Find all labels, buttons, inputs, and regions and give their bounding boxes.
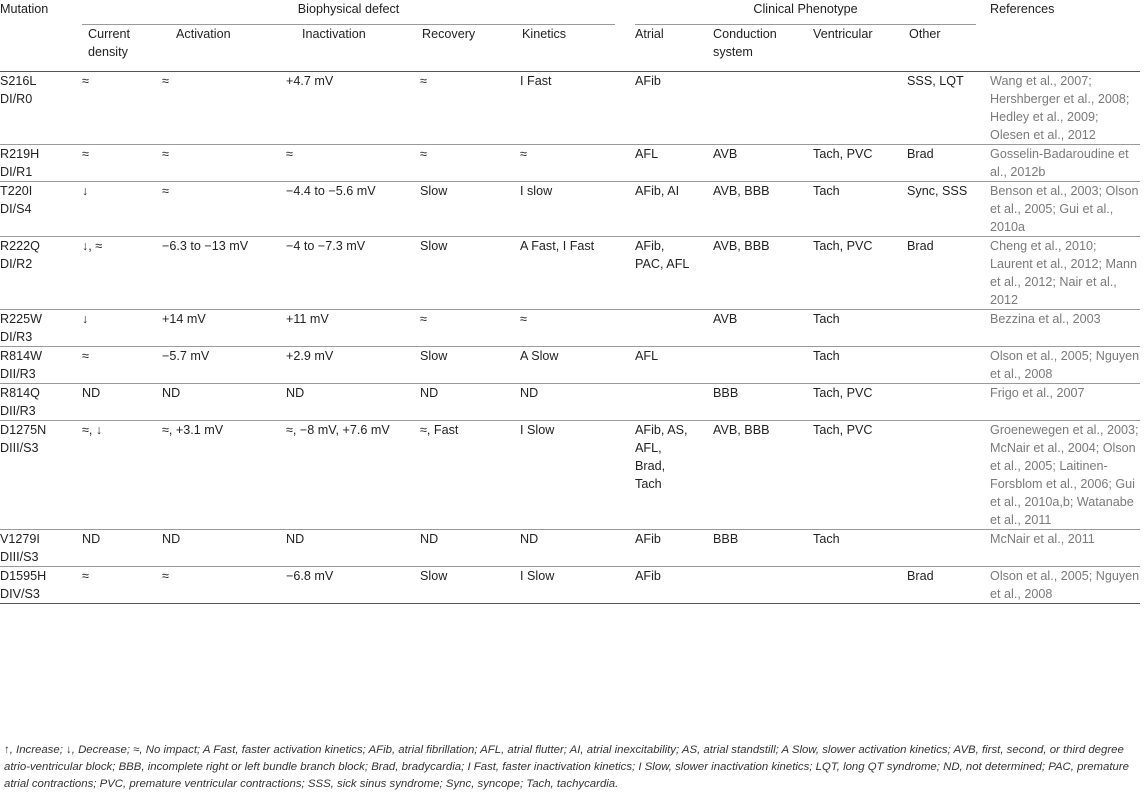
header-biophysical-group: Biophysical defect: [82, 0, 615, 25]
cell-inactivation: −6.8 mV: [286, 567, 420, 604]
table-row: [0, 72, 1140, 145]
mutation-location: DIII/S3: [0, 550, 39, 564]
cell-other: [907, 421, 976, 530]
cell-current-density: ≈: [82, 145, 162, 182]
cell-references: McNair et al., 2011: [976, 530, 1140, 567]
table-row: [0, 182, 1140, 237]
cell-conduction: AVB, BBB: [713, 182, 813, 237]
cell-activation: ≈: [162, 567, 286, 604]
cell-ventricular: Tach: [813, 530, 907, 567]
cell-other: SSS, LQT: [907, 72, 976, 145]
cell-current-density: ≈: [82, 347, 162, 384]
cell-gap: [615, 182, 635, 237]
table-body: [0, 72, 1140, 604]
cell-conduction: AVB: [713, 310, 813, 347]
cell-conduction: AVB: [713, 145, 813, 182]
mutation-name: D1595H: [0, 569, 47, 583]
cell-activation: −6.3 to −13 mV: [162, 237, 286, 310]
cell-kinetics: A Fast, I Fast: [520, 237, 615, 310]
cell-other: Brad: [907, 145, 976, 182]
header-conduction-system: Conduction system: [713, 25, 813, 72]
cell-gap: [615, 72, 635, 145]
cell-current-density: ↓: [82, 310, 162, 347]
cell-activation: ≈: [162, 182, 286, 237]
cell-kinetics: ≈: [520, 145, 615, 182]
header-kinetics: Kinetics: [520, 25, 615, 72]
mutation-name: R225W: [0, 312, 42, 326]
cell-ventricular: Tach, PVC: [813, 421, 907, 530]
cell-atrial: AFib: [635, 72, 713, 145]
cell-other: [907, 384, 976, 421]
cell-mutation: [0, 237, 82, 310]
cell-inactivation: −4 to −7.3 mV: [286, 237, 420, 310]
table-row: [0, 567, 1140, 604]
cell-inactivation: +2.9 mV: [286, 347, 420, 384]
cell-activation: ≈: [162, 72, 286, 145]
cell-mutation: [0, 421, 82, 530]
table-row: [0, 237, 1140, 310]
cell-other: [907, 310, 976, 347]
cell-kinetics: I slow: [520, 182, 615, 237]
cell-references: Olson et al., 2005; Nguyen et al., 2008: [976, 567, 1140, 604]
cell-gap: [615, 237, 635, 310]
mutation-name: S216L: [0, 74, 37, 88]
mutation-location: DII/R3: [0, 404, 36, 418]
mutation-location: DI/R1: [0, 165, 33, 179]
mutation-name: R814W: [0, 349, 42, 363]
cell-recovery: ND: [420, 530, 520, 567]
cell-conduction: [713, 72, 813, 145]
header-current-density: Current density: [82, 25, 162, 72]
cell-kinetics: I Fast: [520, 72, 615, 145]
cell-references: Groenewegen et al., 2003; McNair et al., 2004; Olson et al., 2005; Laitinen-Forsblom et al., 2006; Gui et al., 2010a,b; Watanabe et al., 2011: [976, 421, 1140, 530]
cell-atrial: AFL: [635, 347, 713, 384]
header-other: Other: [907, 25, 976, 72]
cell-atrial: AFL: [635, 145, 713, 182]
cell-ventricular: Tach: [813, 310, 907, 347]
cell-ventricular: Tach, PVC: [813, 145, 907, 182]
cell-kinetics: ≈: [520, 310, 615, 347]
cell-inactivation: −4.4 to −5.6 mV: [286, 182, 420, 237]
cell-other: Brad: [907, 567, 976, 604]
table-row: [0, 145, 1140, 182]
cell-gap: [615, 530, 635, 567]
cell-recovery: Slow: [420, 567, 520, 604]
table-row: [0, 347, 1140, 384]
cell-atrial: AFib: [635, 530, 713, 567]
cell-mutation: [0, 145, 82, 182]
header-ventricular: Ventricular: [813, 25, 907, 72]
cell-conduction: AVB, BBB: [713, 421, 813, 530]
cell-recovery: ND: [420, 384, 520, 421]
cell-conduction: AVB, BBB: [713, 237, 813, 310]
cell-mutation: [0, 72, 82, 145]
mutation-location: DI/R0: [0, 92, 33, 106]
cell-current-density: ≈: [82, 567, 162, 604]
header-inactivation: Inactivation: [286, 25, 420, 72]
mutation-name: R219H: [0, 147, 40, 161]
mutation-location: DIII/S3: [0, 441, 39, 455]
mutation-location: DII/R3: [0, 367, 36, 381]
header-mutation-label: Mutation: [0, 2, 49, 16]
cell-recovery: Slow: [420, 237, 520, 310]
cell-gap: [615, 384, 635, 421]
cell-ventricular: Tach: [813, 347, 907, 384]
cell-activation: ≈, +3.1 mV: [162, 421, 286, 530]
cell-inactivation: +4.7 mV: [286, 72, 420, 145]
cell-atrial: [635, 384, 713, 421]
cell-inactivation: ND: [286, 530, 420, 567]
cell-kinetics: A Slow: [520, 347, 615, 384]
header-recovery: Recovery: [420, 25, 520, 72]
cell-recovery: ≈: [420, 145, 520, 182]
cell-mutation: [0, 530, 82, 567]
cell-mutation: [0, 310, 82, 347]
table-row: [0, 310, 1140, 347]
cell-references: Gosselin-Badaroudine et al., 2012b: [976, 145, 1140, 182]
cell-references: Olson et al., 2005; Nguyen et al., 2008: [976, 347, 1140, 384]
cell-activation: ≈: [162, 145, 286, 182]
header-clinical-group: Clinical Phenotype: [635, 0, 976, 25]
cell-references: Wang et al., 2007; Hershberger et al., 2008; Hedley et al., 2009; Olesen et al., 2012: [976, 72, 1140, 145]
cell-other: [907, 347, 976, 384]
cell-atrial: AFib: [635, 567, 713, 604]
cell-recovery: Slow: [420, 347, 520, 384]
cell-ventricular: Tach: [813, 182, 907, 237]
cell-atrial: [635, 310, 713, 347]
mutation-location: DI/S4: [0, 202, 32, 216]
table-row: [0, 530, 1140, 567]
cell-ventricular: [813, 72, 907, 145]
cell-atrial: AFib, PAC, AFL: [635, 237, 713, 310]
cell-current-density: ND: [82, 530, 162, 567]
cell-inactivation: +11 mV: [286, 310, 420, 347]
cell-atrial: AFib, AI: [635, 182, 713, 237]
cell-mutation: [0, 182, 82, 237]
mutation-name: D1275N: [0, 423, 47, 437]
cell-activation: ND: [162, 530, 286, 567]
cell-gap: [615, 145, 635, 182]
cell-mutation: [0, 384, 82, 421]
cell-recovery: ≈: [420, 72, 520, 145]
cell-other: [907, 530, 976, 567]
header-atrial: Atrial: [635, 25, 713, 72]
cell-ventricular: [813, 567, 907, 604]
cell-kinetics: I Slow: [520, 421, 615, 530]
cell-references: Cheng et al., 2010; Laurent et al., 2012; Mann et al., 2012; Nair et al., 2012: [976, 237, 1140, 310]
cell-current-density: ≈: [82, 72, 162, 145]
mutation-location: DIV/S3: [0, 587, 40, 601]
cell-atrial: AFib, AS, AFL, Brad, Tach: [635, 421, 713, 530]
cell-references: Bezzina et al., 2003: [976, 310, 1140, 347]
cell-ventricular: Tach, PVC: [813, 237, 907, 310]
cell-current-density: ↓: [82, 182, 162, 237]
table-row: [0, 421, 1140, 530]
header-activation: Activation: [162, 25, 286, 72]
cell-inactivation: ≈, −8 mV, +7.6 mV: [286, 421, 420, 530]
mutation-name: T220I: [0, 184, 33, 198]
cell-recovery: ≈: [420, 310, 520, 347]
mutation-name: V1279I: [0, 532, 40, 546]
cell-inactivation: ND: [286, 384, 420, 421]
cell-other: Sync, SSS: [907, 182, 976, 237]
cell-activation: +14 mV: [162, 310, 286, 347]
cell-mutation: [0, 347, 82, 384]
cell-mutation: [0, 567, 82, 604]
cell-conduction: [713, 347, 813, 384]
cell-inactivation: ≈: [286, 145, 420, 182]
cell-ventricular: Tach, PVC: [813, 384, 907, 421]
mutation-name: R222Q: [0, 239, 40, 253]
header-references-label: References: [990, 2, 1055, 16]
cell-gap: [615, 347, 635, 384]
mutation-name: R814Q: [0, 386, 40, 400]
cell-references: Frigo et al., 2007: [976, 384, 1140, 421]
cell-current-density: ↓, ≈: [82, 237, 162, 310]
cell-references: Benson et al., 2003; Olson et al., 2005; Gui et al., 2010a: [976, 182, 1140, 237]
cell-recovery: ≈, Fast: [420, 421, 520, 530]
cell-activation: −5.7 mV: [162, 347, 286, 384]
cell-conduction: BBB: [713, 384, 813, 421]
cell-gap: [615, 567, 635, 604]
mutation-location: DI/R2: [0, 257, 33, 271]
cell-gap: [615, 421, 635, 530]
cell-other: Brad: [907, 237, 976, 310]
cell-gap: [615, 310, 635, 347]
mutation-location: DI/R3: [0, 330, 33, 344]
cell-current-density: ≈, ↓: [82, 421, 162, 530]
cell-conduction: BBB: [713, 530, 813, 567]
cell-kinetics: ND: [520, 384, 615, 421]
cell-activation: ND: [162, 384, 286, 421]
cell-kinetics: I Slow: [520, 567, 615, 604]
table-row: [0, 384, 1140, 421]
cell-current-density: ND: [82, 384, 162, 421]
table-footnote: ↑, Increase; ↓, Decrease; ≈, No impact; A Fast, faster activation kinetics; AFib, atrial fibrillation; AFL, atrial flutter; AI, atrial inexcitability; AS, atrial standstill; A Slow, slower activation kinetics; AVB, first, second, or third degree atrio-ventricular block; BBB, incomplete right or left bundle branch block; Brad, bradycardia; I Fast, faster inactivation kinetics; I Slow, slower inactivation kinetics; LQT, long QT syndrome; ND, not determined; PAC, premature atrial contractions; PVC, premature ventricular contractions; SSS, sick sinus syndrome; Sync, syncope; Tach, tachycardia.: [4, 744, 1130, 790]
cell-kinetics: ND: [520, 530, 615, 567]
cell-conduction: [713, 567, 813, 604]
cell-recovery: Slow: [420, 182, 520, 237]
